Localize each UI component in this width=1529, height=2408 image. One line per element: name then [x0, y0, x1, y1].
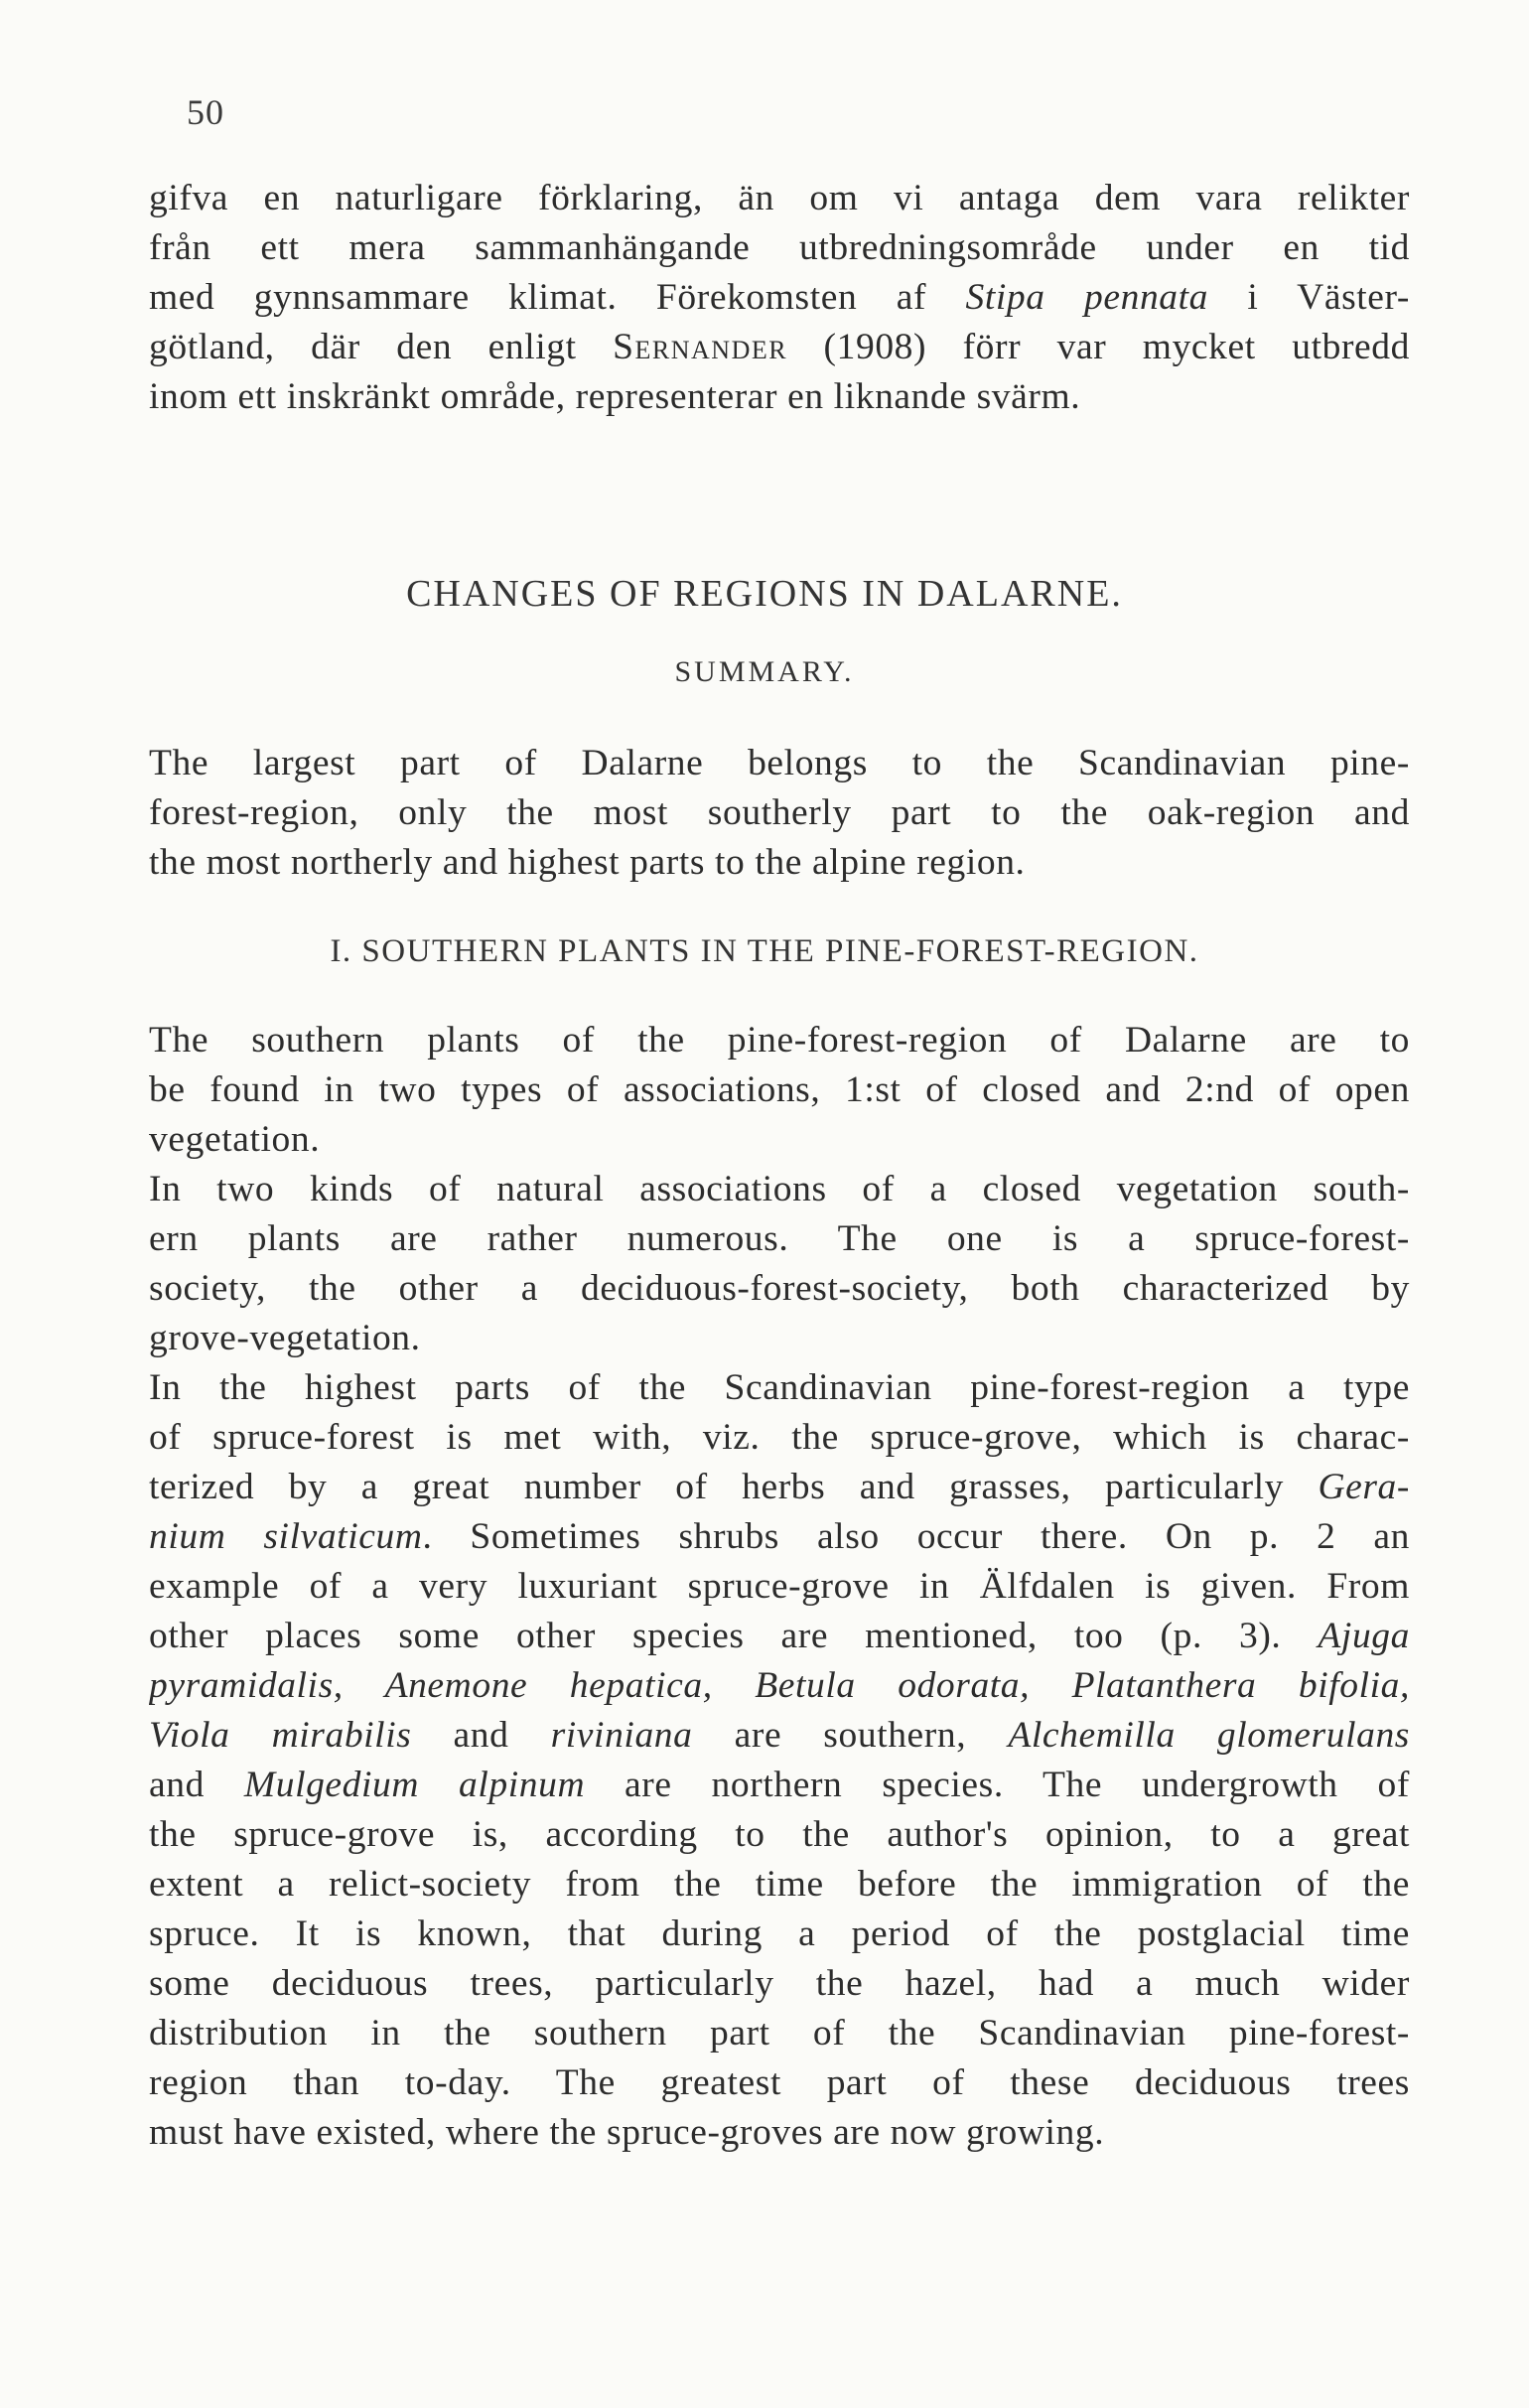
species-name: nium silvaticum: [149, 1516, 423, 1557]
text-line: In two kinds of natural associations of a closed vegetation south-: [149, 1169, 1410, 1209]
text-line: gifva en naturligare förklaring, än om vi antaga dem vara relikter: [149, 178, 1410, 218]
text-line: the most northerly and highest parts to the alpine region.: [149, 842, 1026, 883]
text-line: In the highest parts of the Scandinavian pine-forest-region a type: [149, 1367, 1410, 1408]
text-line: extent a relict-society from the time before the immigration of the: [149, 1864, 1410, 1905]
section-heading: I. SOUTHERN PLANTS IN THE PINE-FOREST-REGION.: [330, 933, 1199, 969]
text-line: Viola mirabilis and riviniana are southern, Alchemilla glomerulans: [149, 1715, 1410, 1756]
section-body: [149, 1016, 1410, 2158]
text-line: The southern plants of the pine-forest-region of Dalarne are to: [149, 1020, 1410, 1061]
text-line: inom ett inskränkt område, representerar en liknande svärm.: [149, 376, 1081, 417]
text-line: spruce. It is known, that during a period of the postglacial time: [149, 1913, 1410, 1954]
text-line: vegetation.: [149, 1119, 321, 1160]
chapter-title: CHANGES OF REGIONS IN DALARNE.: [406, 573, 1123, 615]
species-name: Mulgedium alpinum: [243, 1765, 586, 1805]
text-line: must have existed, where the spruce-groves are now growing.: [149, 2112, 1105, 2153]
species-name: Stipa pennata: [965, 277, 1209, 318]
text-line: terized by a great number of herbs and grasses, particularly Gera-: [149, 1467, 1410, 1507]
species-name: Viola mirabilis: [149, 1715, 412, 1756]
summary-paragraph: [149, 739, 1410, 888]
species-name: riviniana: [550, 1715, 693, 1756]
species-name: Gera-: [1318, 1467, 1410, 1507]
species-name: pyramidalis, Anemone hepatica, Betula odorata, Platanthera bifolia,: [149, 1665, 1410, 1706]
species-name: Ajuga: [1318, 1616, 1410, 1656]
text-line: society, the other a deciduous-forest-society, both characterized by: [149, 1268, 1410, 1309]
text-line: forest-region, only the most southerly part to the oak-region and: [149, 792, 1410, 833]
text-line: från ett mera sammanhängande utbredningsområde under en tid: [149, 227, 1410, 268]
text-line: some deciduous trees, particularly the hazel, had a much wider: [149, 1963, 1410, 2004]
text-line: region than to-day. The greatest part of these deciduous trees: [149, 2062, 1410, 2103]
text-line: grove-vegetation.: [149, 1318, 421, 1358]
text-line: götland, där den enligt Sernander (1908) förr var mycket utbredd: [149, 327, 1410, 367]
text-line: of spruce-forest is met with, viz. the spruce-grove, which is charac-: [149, 1417, 1410, 1458]
text-line: nium silvaticum. Sometimes shrubs also occur there. On p. 2 an: [149, 1516, 1410, 1557]
text-line: The largest part of Dalarne belongs to the Scandinavian pine-: [149, 743, 1410, 783]
author-name: Sernander: [613, 327, 788, 367]
text-line: and Mulgedium alpinum are northern species. The undergrowth of: [149, 1765, 1410, 1805]
text-line: be found in two types of associations, 1:st of closed and 2:nd of open: [149, 1069, 1410, 1110]
text-line: ern plants are rather numerous. The one is a spruce-forest-: [149, 1218, 1410, 1259]
page-number: 50: [187, 92, 224, 132]
text-line: distribution in the southern part of the Scandinavian pine-forest-: [149, 2013, 1410, 2054]
text-line: med gynnsammare klimat. Förekomsten af Stipa pennata i Väster-: [149, 277, 1410, 318]
text-line: the spruce-grove is, according to the author's opinion, to a great: [149, 1814, 1410, 1855]
text-line: other places some other species are mentioned, too (p. 3). Ajuga: [149, 1616, 1410, 1656]
species-name: Alchemilla glomerulans: [1008, 1715, 1410, 1756]
summary-heading: SUMMARY.: [674, 655, 855, 688]
text-line: [149, 1661, 1410, 1711]
text-line: example of a very luxuriant spruce-grove in Älfdalen is given. From: [149, 1566, 1410, 1607]
swedish-paragraph: [149, 174, 1410, 422]
